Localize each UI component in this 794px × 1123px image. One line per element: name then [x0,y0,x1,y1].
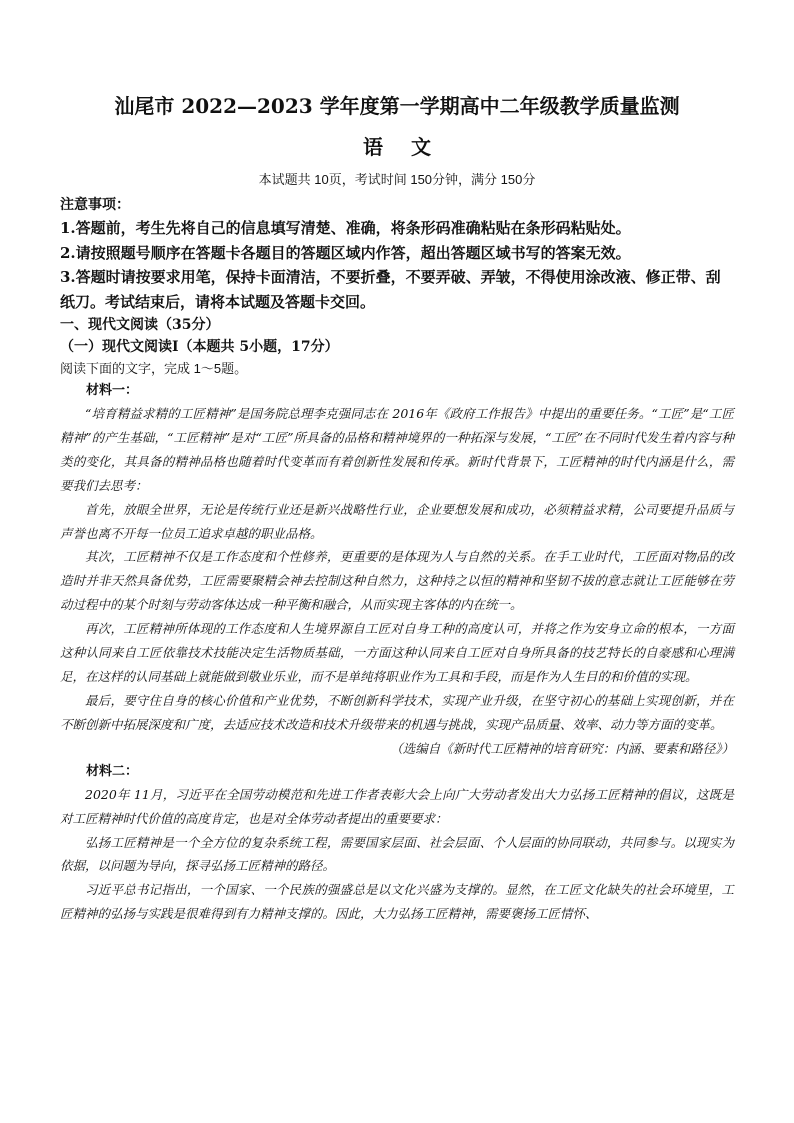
material-1-paragraph: “培育精益求精的工匠精神”是国务院总理李克强同志在 2016年《政府工作报告》中提出的重要任务。“工匠”是“工匠精神”的产生基础，“工匠精神”是对“工匠”所具备的品格和精神境界的一种拓深与发展，“工匠”在不同时代发生着内容与种类的变化，其具备的精神品格也随着时代变革而有着创新性发展和传承。新时代背景下，工匠精神的时代内涵是什么，需要我们去思考： [60,406,734,493]
subject-title: 语文 [363,135,459,159]
reading-instruction: 阅读下面的文字，完成 1～5题。 [60,361,248,376]
notice-heading: 注意事项： [60,197,130,213]
material-1-paragraph: 首先，放眼全世界，无论是传统行业还是新兴战略性行业，企业要想发展和成功，必须精益求精，公司要提升品质与声誉也离不开每一位员工追求卓越的职业品格。 [60,501,734,541]
notice-item: 2.请按照题号顺序在答题卡各题目的答题区域内作答，超出答题区域书写的答案无效。 [60,243,631,262]
exam-title: 汕尾市 2022—2023 学年度第一学期高中二年级教学质量监测 [114,94,680,118]
material-1-paragraph: 再次，工匠精神所体现的工作态度和人生境界源自工匠对自身工种的高度认可，并将之作为安身立命的根本，一方面这种认同来自工匠依靠技术技能决定生活物质基础，一方面这种认同来自工匠对自身所具备的技艺特长的自豪感和心理满足，在这样的认同基础上就能做到敬业乐业，而不是单纯将职业作为工具和手段，而是作为人生目的和价值的实现。 [60,621,734,684]
material-1-label: 材料一： [86,383,139,398]
material-1-paragraph: 最后，要守住自身的核心价值和产业优势，不断创新科学技术，实现产业升级，在坚守初心的基础上实现创新，并在不断创新中拓展深度和广度，去适应技术改造和技术升级带来的机遇与挑战，实现产品质量、效率、动力等方面的变革。 [60,692,734,732]
section-subtitle: （一）现代文阅读Ⅰ（本题共 5小题，17分） [60,339,339,355]
material-1-source: （选编自《新时代工匠精神的培育研究：内涵、要素和路径》） [390,740,734,756]
material-2-paragraph: 习近平总书记指出，一个国家、一个民族的强盛总是以文化兴盛为支撑的。显然，在工匠文化缺失的社会环境里，工匠精神的弘扬与实践是很难得到有力精神支撑的。因此，大力弘扬工匠精神，需要褒扬工匠情怀、 [60,882,734,922]
notice-item: 1.答题前，考生先将自己的信息填写清楚、准确，将条形码准确粘贴在条形码粘贴处。 [60,219,631,237]
material-2-label: 材料二： [86,763,139,779]
material-1-paragraph: 其次，工匠精神不仅是工作态度和个性修养，更重要的是体现为人与自然的关系。在手工业时代，工匠面对物品的改造时并非天然具备优势，工匠需要聚精会神去控制这种自然力，这种持之以恒的精神和坚韧不拔的意志就让工匠能够在劳动过程中的某个时刻与劳动客体达成一种平衡和融合，从而实现主客体的内在统一。 [60,549,734,613]
material-2-paragraph: 2020年 11月，习近平在全国劳动模范和先进工作者表彰大会上向广大劳动者发出大力弘扬工匠精神的倡议，这既是对工匠精神时代价值的高度肯定，也是对全体劳动者提出的重要要求： [60,786,734,826]
exam-info: 本试题共 10页，考试时间 150分钟，满分 150分 [258,172,536,187]
material-2-paragraph: 弘扬工匠精神是一个全方位的复杂系统工程，需要国家层面、社会层面、个人层面的协同联动，共同参与。以现实为依据，以问题为导向，探寻弘扬工匠精神的路径。 [60,834,734,874]
section-title: 一、现代文阅读（35分） [60,317,220,333]
notice-item: 3.答题时请按要求用笔，保持卡面清洁，不要折叠，不要弄破、弄皱，不得使用涂改液、修正带、刮纸刀。考试结束后，请将本试题及答题卡交回。 [60,268,721,311]
